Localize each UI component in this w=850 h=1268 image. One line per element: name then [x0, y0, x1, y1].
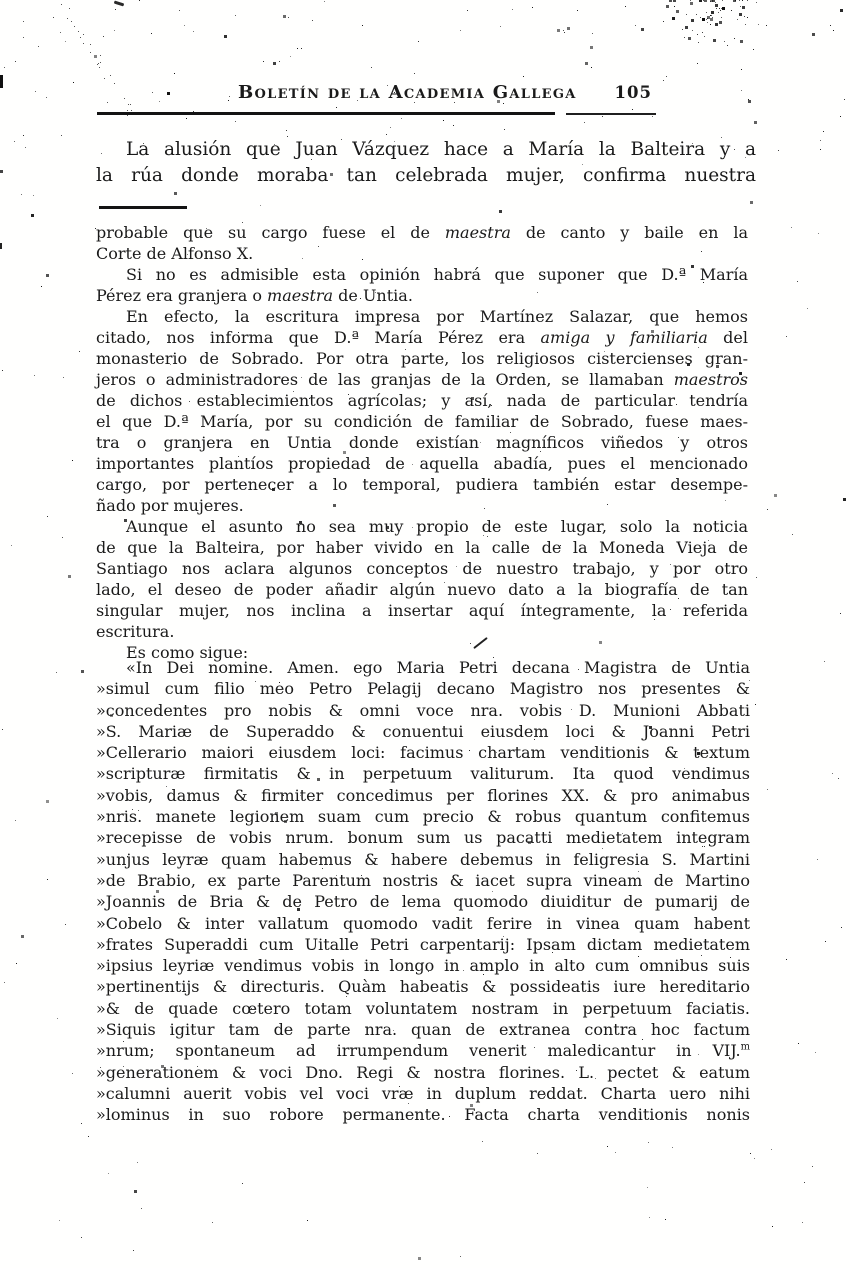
text-line: »pertinentijs & directuris. Quàm habeatis & possideatis iure hereditario: [96, 977, 750, 997]
text-line: »lominus in suo robore permanente. Facta charta venditionis nonis: [96, 1105, 750, 1125]
text-line: »unjus leyræ quam habemus & habere debemus in feligresia S. Martini: [96, 849, 750, 869]
text-line: »frates Superaddi cum Uitalle Petri carpentarij: Ipsam dictam medietatem: [96, 934, 750, 954]
header-rule-right-segment: [566, 113, 656, 115]
text-line: »Cellerario maiori eiusdem loci: facimus chartam venditionis & textum: [96, 743, 750, 763]
text-line: »nrum; spontaneum ad irrumpendum venerit maledicantur in VIJ.$^m$: [96, 1041, 750, 1061]
text-line: Corte de Alfonso X.: [96, 244, 254, 263]
text-line: »nris. manete legionem suam cum precio & robus quantum confitemus: [96, 807, 750, 827]
text-line: »& de quade cœtero totam voluntatem nostram in perpetuum faciatis.: [96, 998, 750, 1018]
text-line: Es como sigue:: [126, 643, 249, 662]
text-line: de que la Balteira, por haber vivido en la calle de la Moneda Vieja de: [96, 538, 748, 557]
text-line: citado, nos informa que D.ª María Pérez era amiga y familiaria del: [96, 328, 748, 347]
text-line: importantes plantíos propiedad de aquella abadía, pues el mencionado: [96, 454, 748, 473]
text-line: cargo, por pertenecer a lo temporal, pudiera también estar desempe-: [96, 475, 748, 494]
main-paragraph: [96, 137, 756, 188]
text-line: tra o granjera en Untia donde existían magníficos viñedos y otros: [96, 433, 748, 452]
header-rule: [97, 112, 757, 115]
text-line: »S. Mariæ de Superaddo & conuentui eiusdem loci & Joanni Petri: [96, 721, 750, 741]
text-line: »ipsius leyriæ vendimus vobis in longo in amplo in alto cum omnibus suis: [96, 956, 750, 976]
left-edge-mark: [0, 75, 3, 88]
text-line: de dichos establecimientos agrícolas; y así, nada de particular tendría: [96, 391, 748, 410]
text-line: el que D.ª María, por su condición de familiar de Sobrado, fuese maes-: [96, 412, 748, 431]
text-line: »recepisse de vobis nrum. bonum sum us pacatti medietatem integram: [96, 828, 750, 848]
text-line: jeros o administradores de las granjas de la Orden, se llamaban maestros: [96, 370, 748, 389]
text-line: monasterio de Sobrado. Por otra parte, los religiosos cistercienses gran-: [96, 349, 748, 368]
text-line: »scripturæ firmitatis & in perpetuum valiturum. Ita quod vendimus: [96, 764, 750, 784]
text-line: Aunque el asunto no sea muy propio de este lugar, solo la noticia: [126, 517, 748, 536]
text-line: »generationem & voci Dno. Regi & nostra florines. L. pectet & eatum: [96, 1062, 750, 1082]
text-line: Si no es admisible esta opinión habrá que suponer que D.ª María: [126, 265, 748, 284]
footnote-block: [96, 222, 748, 663]
charter-quote-block: [96, 657, 750, 1126]
text-line: »concedentes pro nobis & omni voce nra. vobis D. Munioni Abbati: [96, 700, 750, 720]
folio-number: 105: [614, 83, 652, 102]
header-rule-left-segment: [97, 112, 555, 115]
text-line: La alusión que Juan Vázquez hace a María la Balteira y a: [126, 139, 756, 160]
text-line: Santiago nos aclara algunos conceptos de nuestro trabajo, y por otro: [96, 559, 748, 578]
text-line: »Joannis de Bria & de Petro de lema quomodo diuiditur de pumarij de: [96, 892, 750, 912]
text-line: singular mujer, nos inclina a insertar aquí íntegramente, la referida: [96, 601, 748, 620]
text-line: probable que su cargo fuese el de maestra de canto y baile en la: [96, 223, 748, 242]
text-line: lado, el deseo de poder añadir algún nuevo dato a la biografía de tan: [96, 580, 748, 599]
page-header: [96, 82, 756, 103]
footnote-separator: [99, 206, 187, 209]
scan-noise: [0, 0, 1, 1]
scan-scratch-mark: [114, 1, 124, 7]
left-edge-mark-small: [0, 243, 2, 249]
text-line: »vobis, damus & firmiter concedimus per florines XX. & pro animabus: [96, 785, 750, 805]
text-line: »simul cum filio meo Petro Pelagij decano Magistro nos presentes &: [96, 679, 750, 699]
text-line: escritura.: [96, 622, 175, 641]
text-line: «In Dei nomine. Amen. ego Maria Petri decana Magistra de Untia: [126, 658, 750, 677]
text-line: ñado por mujeres.: [96, 496, 244, 515]
text-line: En efecto, la escritura impresa por Martínez Salazar, que hemos: [126, 307, 748, 326]
text-line: »calumni auerit vobis vel voci vræ in duplum reddat. Charta uero nihi: [96, 1083, 750, 1103]
page-header-title: Boletín de la Academia Gallega: [238, 82, 577, 103]
text-line: »de Brabio, ex parte Parentum nostris & iacet supra vineam de Martino: [96, 870, 750, 890]
text-line: »Cobelo & inter vallatum quomodo vadit ferire in vinea quam habent: [96, 913, 750, 933]
text-line: la rúa donde moraba tan celebrada mujer, confirma nuestra: [96, 164, 756, 186]
text-line: »Siquis igitur tam de parte nra. quan de extranea contra hoc factum: [96, 1020, 750, 1040]
text-line: Pérez era granjera o maestra de Untia.: [96, 286, 413, 305]
